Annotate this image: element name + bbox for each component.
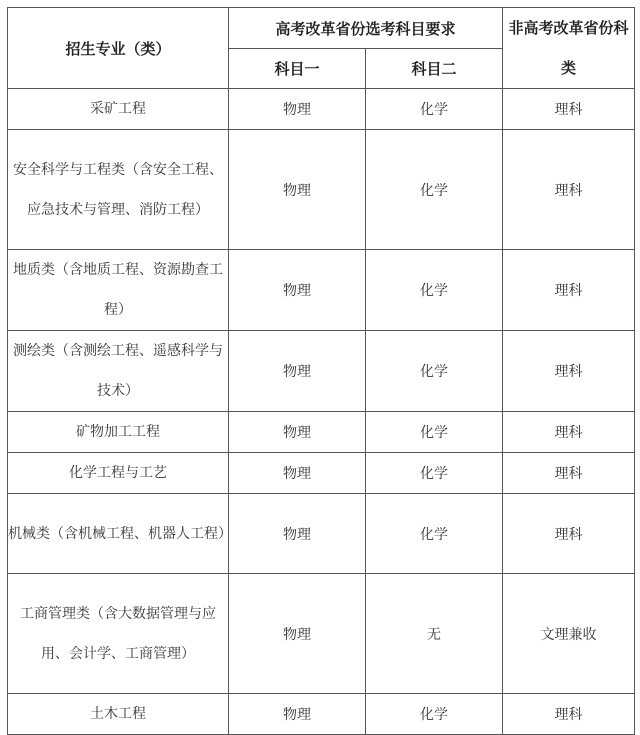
table-row	[8, 331, 635, 412]
subject1-cell: 物理	[229, 250, 366, 331]
subject2-cell: 化学	[366, 89, 503, 130]
category-cell: 文理兼收	[503, 574, 635, 694]
subject1-cell: 物理	[229, 574, 366, 694]
subject1-cell: 物理	[229, 89, 366, 130]
header-subject2: 科目二	[366, 49, 503, 89]
major-cell: 安全科学与工程类（含安全工程、应急技术与管理、消防工程）	[8, 130, 229, 250]
header-major: 招生专业（类）	[8, 8, 229, 89]
subject1-cell: 物理	[229, 694, 366, 735]
subject2-cell: 化学	[366, 250, 503, 331]
major-cell: 土木工程	[8, 694, 229, 735]
table-row	[8, 250, 635, 331]
major-cell: 工商管理类（含大数据管理与应用、会计学、工商管理）	[8, 574, 229, 694]
subject2-cell: 化学	[366, 412, 503, 453]
major-cell: 化学工程与工艺	[8, 453, 229, 494]
table-row	[8, 574, 635, 694]
subject1-cell: 物理	[229, 494, 366, 574]
table-row	[8, 412, 635, 453]
table-row	[8, 694, 635, 735]
subject1-cell: 物理	[229, 412, 366, 453]
header-nonreform: 非高考改革省份科类	[503, 8, 635, 89]
major-cell: 采矿工程	[8, 89, 229, 130]
category-cell: 理科	[503, 89, 635, 130]
subject-requirements-table	[7, 7, 635, 735]
category-cell: 理科	[503, 331, 635, 412]
table-row	[8, 494, 635, 574]
category-cell: 理科	[503, 412, 635, 453]
subject2-cell: 无	[366, 574, 503, 694]
subject2-cell: 化学	[366, 694, 503, 735]
major-cell: 矿物加工工程	[8, 412, 229, 453]
category-cell: 理科	[503, 494, 635, 574]
subject1-cell: 物理	[229, 331, 366, 412]
category-cell: 理科	[503, 250, 635, 331]
major-cell: 机械类（含机械工程、机器人工程）	[8, 494, 229, 574]
category-cell: 理科	[503, 453, 635, 494]
header-reform-group: 高考改革省份选考科目要求	[229, 8, 503, 49]
subject1-cell: 物理	[229, 130, 366, 250]
category-cell: 理科	[503, 130, 635, 250]
subject1-cell: 物理	[229, 453, 366, 494]
subject2-cell: 化学	[366, 331, 503, 412]
major-cell: 测绘类（含测绘工程、遥感科学与技术）	[8, 331, 229, 412]
table-row	[8, 453, 635, 494]
table-row	[8, 89, 635, 130]
subject2-cell: 化学	[366, 453, 503, 494]
table-row	[8, 130, 635, 250]
category-cell: 理科	[503, 694, 635, 735]
subject2-cell: 化学	[366, 494, 503, 574]
header-subject1: 科目一	[229, 49, 366, 89]
subject2-cell: 化学	[366, 130, 503, 250]
major-cell: 地质类（含地质工程、资源勘查工程）	[8, 250, 229, 331]
